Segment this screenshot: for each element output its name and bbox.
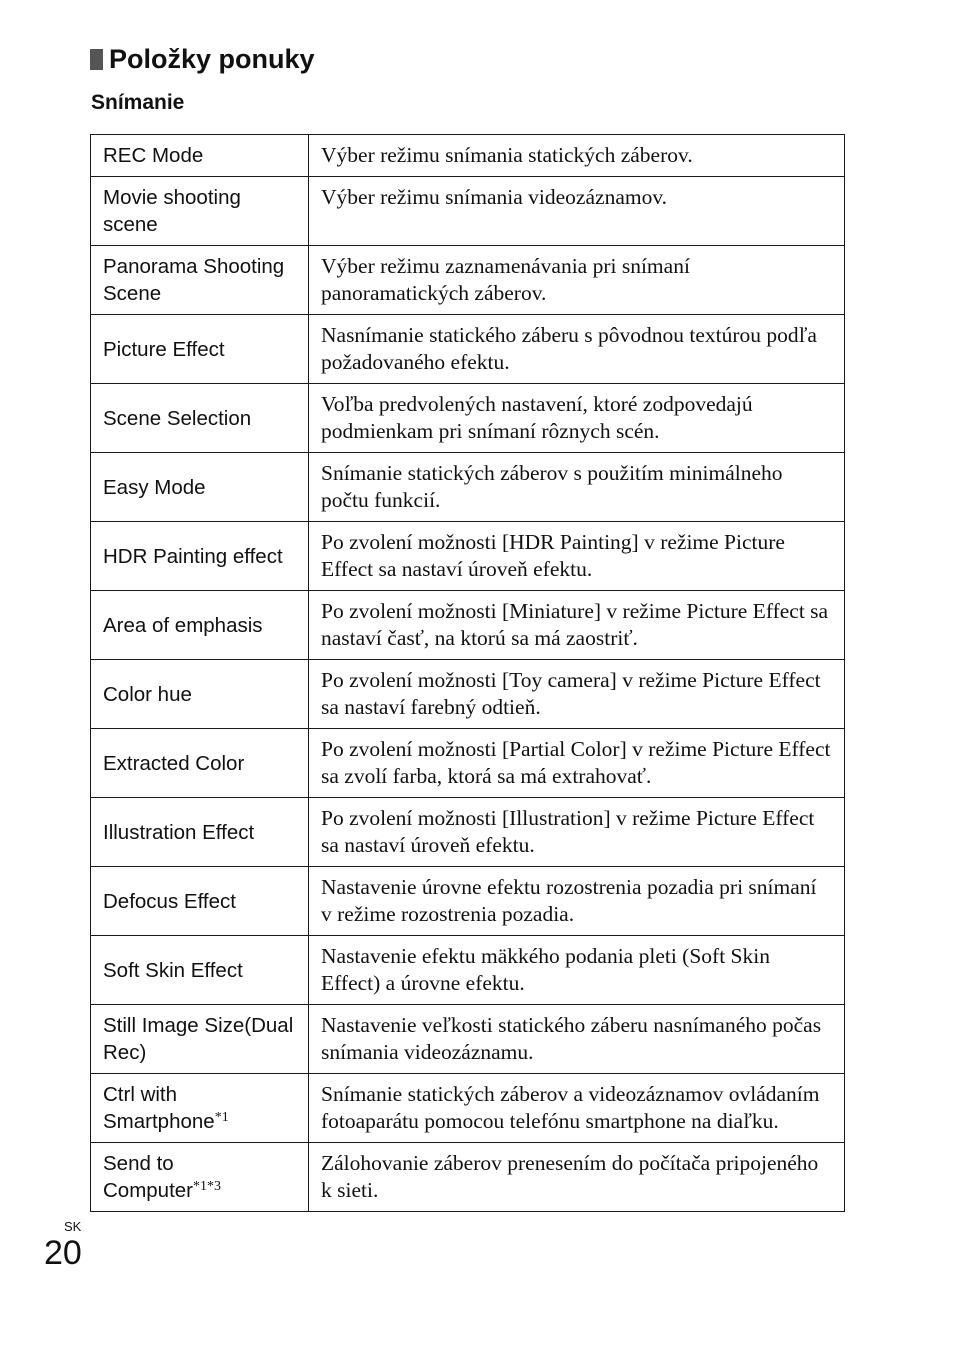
menu-item-name-cell [91, 135, 309, 177]
menu-item-name-cell [91, 315, 309, 384]
menu-item-name: Picture Effect [103, 337, 225, 361]
menu-item-name-cell [91, 522, 309, 591]
menu-item-name-cell [91, 1074, 309, 1143]
menu-item-name: Still Image Size(Dual Rec) [103, 1014, 294, 1064]
table-row [91, 591, 845, 660]
table-row [91, 315, 845, 384]
menu-item-name: Defocus Effect [103, 889, 236, 913]
menu-item-description: Výber režimu snímania statických záberov. [309, 135, 845, 177]
menu-item-name: Illustration Effect [103, 820, 255, 844]
page-number: 20 [44, 1234, 82, 1272]
menu-item-name: Area of emphasis [103, 613, 263, 637]
table-row [91, 135, 845, 177]
menu-item-description: Nasnímanie statického záberu s pôvodnou textúrou podľa požadovaného efektu. [309, 315, 845, 384]
table-row [91, 729, 845, 798]
menu-item-name-cell [91, 798, 309, 867]
menu-item-description: Nastavenie úrovne efektu rozostrenia pozadia pri snímaní v režime rozostrenia pozadia. [309, 867, 845, 936]
section-marker-icon [90, 49, 103, 70]
menu-item-description: Voľba predvolených nastavení, ktoré zodpovedajú podmienkam pri snímaní rôznych scén. [309, 384, 845, 453]
table-row [91, 177, 845, 246]
menu-item-description: Po zvolení možnosti [Illustration] v režime Picture Effect sa nastaví úroveň efektu. [309, 798, 845, 867]
table-row [91, 1005, 845, 1074]
menu-item-name-cell [91, 1005, 309, 1074]
menu-item-name: REC Mode [103, 144, 204, 167]
section-title: Položky ponuky [109, 44, 315, 74]
menu-item-description: Nastavenie veľkosti statického záberu nasnímaného počas snímania videozáznamu. [309, 1005, 845, 1074]
menu-item-name-cell [91, 660, 309, 729]
menu-items-table [90, 134, 845, 1212]
menu-item-name-cell [91, 1143, 309, 1212]
footnote-marker: *1 [214, 1110, 229, 1125]
menu-item-description: Po zvolení možnosti [Miniature] v režime Picture Effect sa nastaví časť, na ktorú sa má zaostriť. [309, 591, 845, 660]
menu-item-description: Snímanie statických záberov s použitím minimálneho počtu funkcií. [309, 453, 845, 522]
menu-item-name-cell [91, 453, 309, 522]
menu-item-name-cell [91, 729, 309, 798]
table-row [91, 867, 845, 936]
table-row [91, 936, 845, 1005]
table-row [91, 246, 845, 315]
menu-item-name: HDR Painting effect [103, 544, 283, 568]
menu-item-name: Soft Skin Effect [103, 958, 243, 982]
table-row [91, 798, 845, 867]
menu-item-name: Easy Mode [103, 475, 206, 499]
menu-item-description: Po zvolení možnosti [Partial Color] v režime Picture Effect sa zvolí farba, ktorá sa má extrahovať. [309, 729, 845, 798]
table-row [91, 1074, 845, 1143]
table-row [91, 660, 845, 729]
menu-item-description: Snímanie statických záberov a videozáznamov ovládaním fotoaparátu pomocou telefónu smartphone na diaľku. [309, 1074, 845, 1143]
menu-item-description: Po zvolení možnosti [HDR Painting] v režime Picture Effect sa nastaví úroveň efektu. [309, 522, 845, 591]
menu-item-name: Panorama Shooting Scene [103, 255, 285, 305]
menu-item-name-cell [91, 384, 309, 453]
language-code: SK [64, 1219, 82, 1234]
table-row [91, 1143, 845, 1212]
menu-item-description: Nastavenie efektu mäkkého podania pleti (Soft Skin Effect) a úrovne efektu. [309, 936, 845, 1005]
menu-item-description: Po zvolení možnosti [Toy camera] v režime Picture Effect sa nastaví farebný odtieň. [309, 660, 845, 729]
menu-item-name: Ctrl with Smartphone [103, 1083, 215, 1133]
menu-item-name-cell [91, 246, 309, 315]
menu-item-name-cell [91, 867, 309, 936]
table-row [91, 384, 845, 453]
menu-item-name-cell [91, 177, 309, 246]
menu-item-name: Movie shooting scene [103, 186, 241, 236]
menu-item-name-cell [91, 591, 309, 660]
menu-item-description: Výber režimu zaznamenávania pri snímaní panoramatických záberov. [309, 246, 845, 315]
menu-item-name: Scene Selection [103, 406, 252, 430]
footnote-marker: *1*3 [193, 1179, 222, 1194]
menu-item-name: Extracted Color [103, 751, 245, 775]
subsection-title: Snímanie [91, 91, 185, 114]
section-heading [90, 46, 315, 73]
menu-item-description: Zálohovanie záberov prenesením do počítača pripojeného k sieti. [309, 1143, 845, 1212]
menu-item-name: Color hue [103, 682, 192, 706]
table-row [91, 453, 845, 522]
menu-item-name-cell [91, 936, 309, 1005]
menu-item-description: Výber režimu snímania videozáznamov. [309, 177, 845, 246]
menu-item-name: Send to Computer [103, 1152, 194, 1202]
menu-items-body [91, 135, 845, 1212]
table-row [91, 522, 845, 591]
